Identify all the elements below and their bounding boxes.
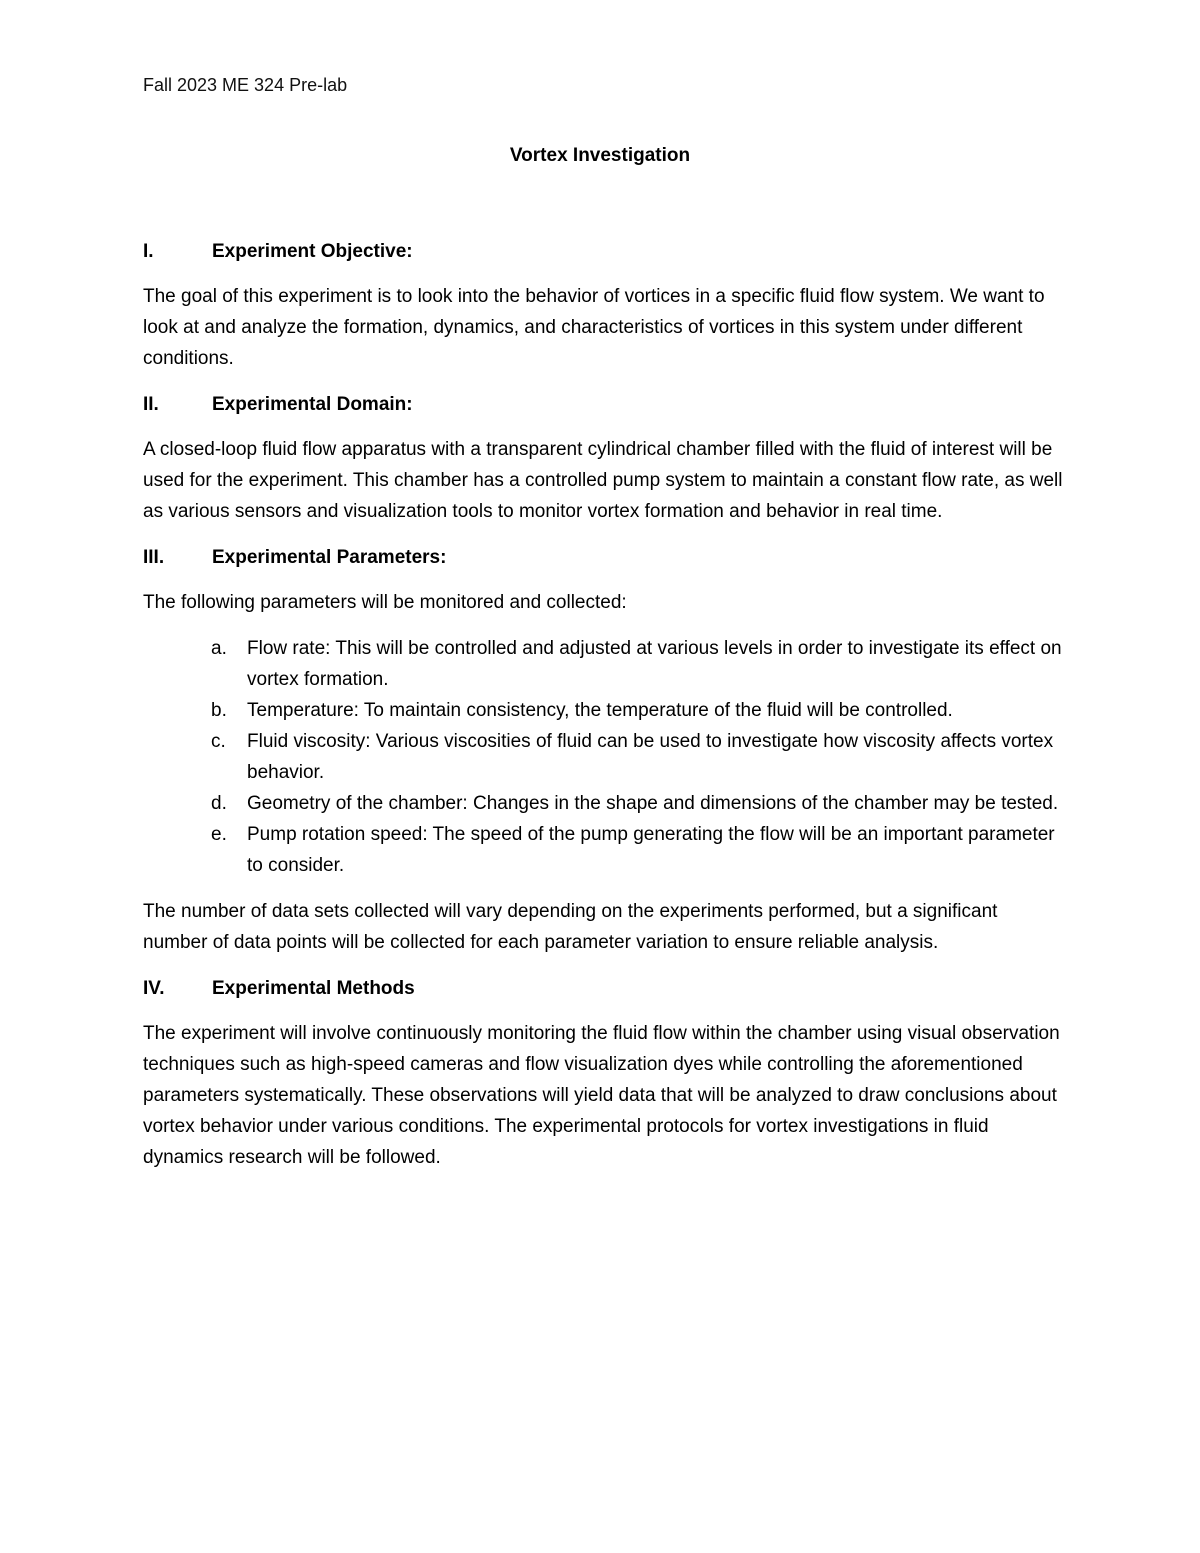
list-item-letter: a. — [211, 638, 227, 659]
list-item-letter: d. — [211, 793, 227, 814]
section-heading-domain — [143, 389, 1063, 420]
section-heading-methods — [143, 973, 1063, 1004]
section-title: Experimental Parameters: — [212, 547, 447, 568]
parameter-list — [143, 633, 1063, 881]
list-item-text: Pump rotation speed: The speed of the pump generating the flow will be an important parameter to consider. — [247, 824, 1055, 876]
parameters-intro: The following parameters will be monitored and collected: — [143, 592, 627, 613]
list-item-letter: e. — [211, 824, 227, 845]
section-title: Experimental Domain: — [212, 394, 413, 415]
page-header: Fall 2023 ME 324 Pre-lab — [143, 75, 348, 95]
section-heading-objective — [143, 236, 1063, 267]
parameters-outro: The number of data sets collected will vary depending on the experiments performed, but a significant number of data points will be collected for each parameter variation to ensure reliable analysis. — [143, 901, 998, 953]
methods-paragraph: The experiment will involve continuously monitoring the fluid flow within the chamber using visual observation techniques such as high-speed cameras and flow visualization dyes while controlling the aforementioned parameters systematically. These observations will yield data that will be analyzed to draw conclusions about vortex behavior under various conditions. The experimental protocols for vortex investigations in fluid dynamics research will be followed. — [143, 1023, 1060, 1168]
section-number: I. — [143, 241, 154, 262]
section-title: Experimental Methods — [212, 978, 415, 999]
section-number: II. — [143, 394, 159, 415]
list-item — [143, 788, 1063, 819]
list-item — [143, 695, 1063, 726]
section-heading-parameters — [143, 542, 1063, 573]
list-item-letter: b. — [211, 700, 227, 721]
list-item-text: Flow rate: This will be controlled and adjusted at various levels in order to investigate its effect on vortex formation. — [247, 638, 1062, 690]
document-title: Vortex Investigation — [509, 145, 691, 166]
list-item-text: Geometry of the chamber: Changes in the shape and dimensions of the chamber may be tested. — [247, 793, 1059, 814]
list-item — [143, 726, 1063, 788]
domain-paragraph: A closed-loop fluid flow apparatus with a transparent cylindrical chamber filled with the fluid of interest will be used for the experiment. This chamber has a controlled pump system to maintain a constant flow rate, as well as various sensors and visualization tools to monitor vortex formation and behavior in real time. — [143, 439, 1063, 522]
list-item — [143, 819, 1063, 881]
list-item-text: Temperature: To maintain consistency, the temperature of the fluid will be controlled. — [247, 700, 953, 721]
section-number: IV. — [143, 978, 165, 999]
list-item-letter: c. — [211, 731, 226, 752]
section-title: Experiment Objective: — [212, 241, 413, 262]
list-item-text: Fluid viscosity: Various viscosities of fluid can be used to investigate how viscosity affects vortex behavior. — [247, 731, 1054, 783]
section-number: III. — [143, 547, 165, 568]
objective-paragraph: The goal of this experiment is to look into the behavior of vortices in a specific fluid flow system. We want to look at and analyze the formation, dynamics, and characteristics of vortices in this system under different conditions. — [143, 286, 1045, 369]
document-body — [143, 236, 1063, 1188]
list-item — [143, 633, 1063, 695]
